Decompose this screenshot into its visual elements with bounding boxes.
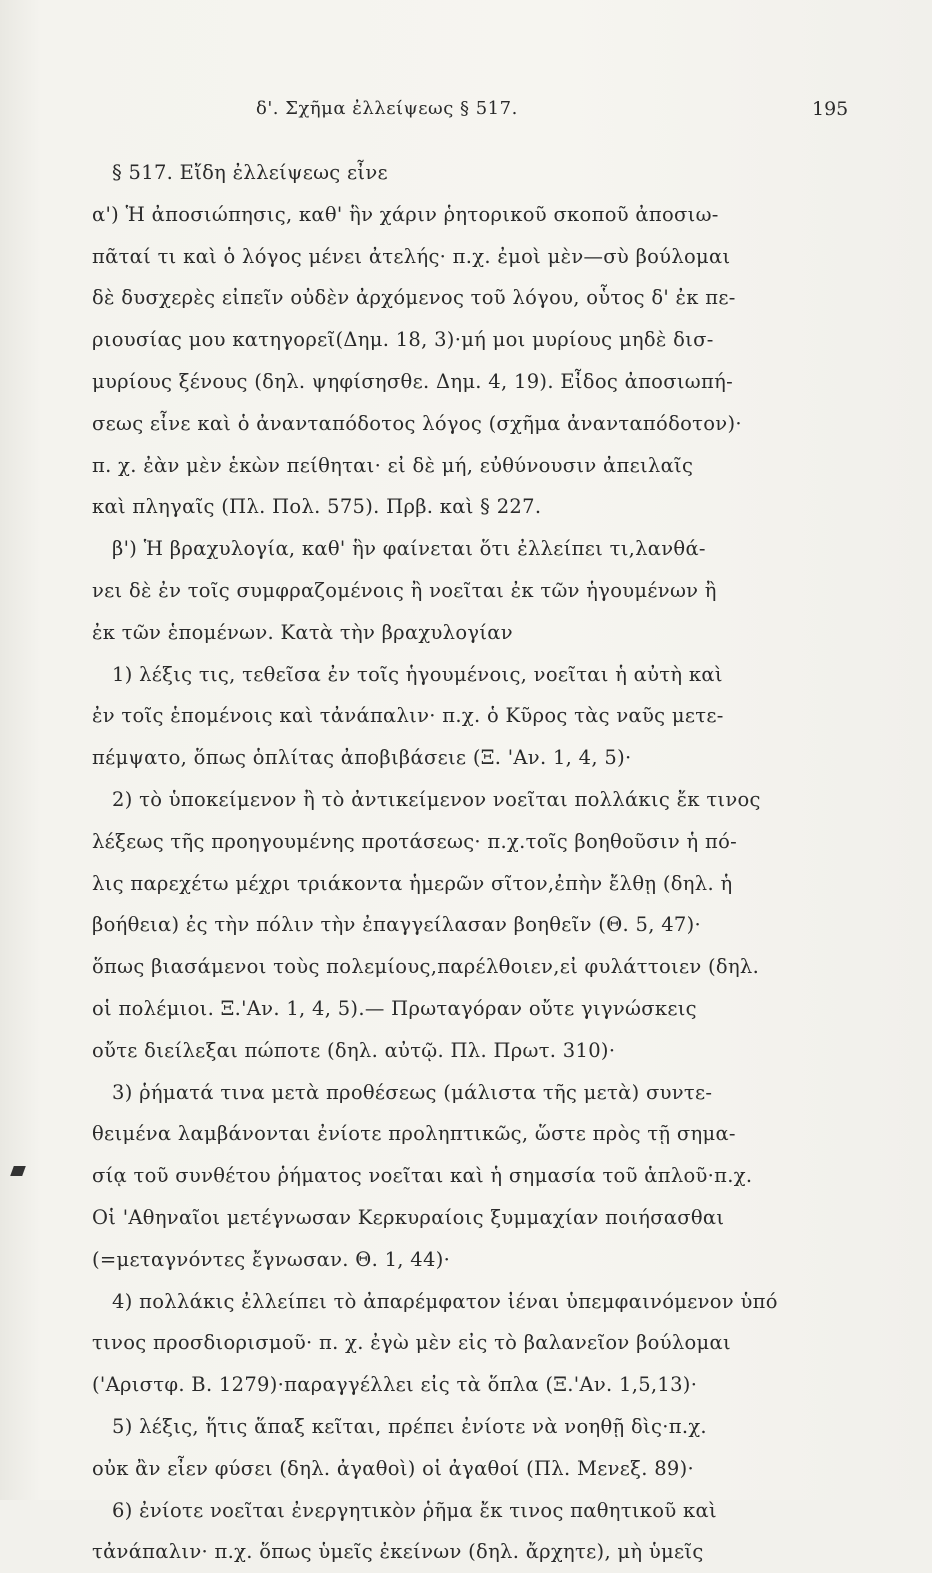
text-line: ἐκ τῶν ἑπομένων. Κατὰ τὴν βραχυλογίαν xyxy=(92,620,513,644)
text-line: λέξεως τῆς προηγουμένης προτάσεως· π.χ.τοῖς βοηθοῦσιν ἡ πό- xyxy=(92,829,737,853)
text-line: 6) ἐνίοτε νοεῖται ἐνεργητικὸν ῥῆμα ἔκ τινος παθητικοῦ καὶ xyxy=(112,1498,717,1522)
text-line: οἱ πολέμιοι. Ξ.'Αν. 1, 4, 5).— Πρωταγόραν οὔτε γιγνώσκεις xyxy=(92,996,697,1020)
body-text xyxy=(92,152,792,1573)
text-line: τἀνάπαλιν· π.χ. ὅπως ὑμεῖς ἐκείνων (δηλ. ἄρχητε), μὴ ὑμεῖς xyxy=(92,1540,704,1564)
text-line: πέμψατο, ὅπως ὁπλίτας ἀποβιβάσειε (Ξ. 'Αν. 1, 4, 5)· xyxy=(92,746,632,770)
text-line: ὅπως βιασάμενοι τοὺς πολεμίους,παρέλθοιεν,εἰ φυλάττοιεν (δηλ. xyxy=(92,955,760,979)
text-line: βοήθεια) ἐς τὴν πόλιν τὴν ἐπαγγείλασαν βοηθεῖν (Θ. 5, 47)· xyxy=(92,913,702,937)
text-line: ἐν τοῖς ἑπομένοις καὶ τἀνάπαλιν· π.χ. ὁ Κῦρος τὰς ναῦς μετε- xyxy=(92,704,724,728)
text-line: λις παρεχέτω μέχρι τριάκοντα ἡμερῶν σῖτον,ἐπὴν ἔλθῃ (δηλ. ἡ xyxy=(92,871,733,895)
text-line: Οἱ 'Αθηναῖοι μετέγνωσαν Κερκυραίοις ξυμμαχίαν ποιήσασθαι xyxy=(92,1205,725,1229)
text-line: οὐκ ἂν εἶεν φύσει (δηλ. ἀγαθοὶ) οἱ ἀγαθοί (Πλ. Μενεξ. 89)· xyxy=(92,1456,695,1480)
text-line: 4) πολλάκις ἐλλείπει τὸ ἀπαρέμφατον ἰέναι ὑπεμφαινόμενον ὑπό xyxy=(112,1289,778,1313)
text-line: ριουσίας μου κατηγορεῖ(Δημ. 18, 3)·μή μοι μυρίους μηδὲ δισ- xyxy=(92,328,714,352)
text-line: 3) ῥήματά τινα μετὰ προθέσεως (μάλιστα τῆς μετὰ) συντε- xyxy=(112,1080,713,1104)
text-line: 1) λέξις τις, τεθεῖσα ἐν τοῖς ἡγουμένοις, νοεῖται ἡ αὐτὴ καὶ xyxy=(112,662,723,686)
page-header xyxy=(0,98,932,132)
text-line: α') Ἡ ἀποσιώπησις, καθ' ἣν χάριν ῥητορικοῦ σκοποῦ ἀποσιω- xyxy=(92,202,719,226)
text-line: μυρίους ξένους (δηλ. ψηφίσησθε. Δημ. 4, 19). Εἶδος ἀποσιωπή- xyxy=(92,369,733,393)
page-number: 195 xyxy=(812,98,849,120)
text-line: πᾶταί τι καὶ ὁ λόγος μένει ἀτελής· π.χ. ἐμοὶ μὲν—σὺ βούλομαι xyxy=(92,244,731,268)
text-line: οὔτε διείλεξαι πώποτε (δηλ. αὐτῷ. Πλ. Πρωτ. 310)· xyxy=(92,1038,616,1062)
text-line: (=μεταγνόντες ἔγνωσαν. Θ. 1, 44)· xyxy=(92,1247,451,1271)
text-line: π. χ. ἐὰν μὲν ἑκὼν πείθηται· εἰ δὲ μή, εὐθύνουσιν ἀπειλαῖς xyxy=(92,453,694,477)
text-line: 2) τὸ ὑποκείμενον ἢ τὸ ἀντικείμενον νοεῖται πολλάκις ἔκ τινος xyxy=(112,787,761,811)
text-line: 5) λέξις, ἥτις ἅπαξ κεῖται, πρέπει ἐνίοτε νὰ νοηθῇ δὶς·π.χ. xyxy=(112,1414,707,1438)
running-head: δ'. Σχῆμα ἐλλείψεως § 517. xyxy=(256,98,518,119)
text-line: νει δὲ ἐν τοῖς συμφραζομένοις ἢ νοεῖται ἐκ τῶν ἡγουμένων ἢ xyxy=(92,578,717,602)
text-line: θειμένα λαμβάνονται ἐνίοτε προληπτικῶς, ὥστε πρὸς τῇ σημα- xyxy=(92,1122,736,1146)
text-line: ('Αριστφ. Β. 1279)·παραγγέλλει εἰς τὰ ὅπλα (Ξ.'Αν. 1,5,13)· xyxy=(92,1373,698,1397)
text-line: σεως εἶνε καὶ ὁ ἀνανταπόδοτος λόγος (σχῆμα ἀνανταπόδοτον)· xyxy=(92,411,742,435)
text-line: τινος προσδιορισμοῦ· π. χ. ἐγὼ μὲν εἰς τὸ βαλανεῖον βούλομαι xyxy=(92,1331,731,1355)
text-line: δὲ δυσχερὲς εἰπεῖν οὐδὲν ἀρχόμενος τοῦ λόγου, οὗτος δ' ἐκ πε- xyxy=(92,286,736,310)
text-line: καὶ πληγαῖς (Πλ. Πολ. 575). Πρβ. καὶ § 227. xyxy=(92,495,542,519)
text-line: σίᾳ τοῦ συνθέτου ῥήματος νοεῖται καὶ ἡ σημασία τοῦ ἁπλοῦ·π.χ. xyxy=(92,1164,753,1188)
margin-ink-mark xyxy=(10,1166,26,1176)
text-line: β') Ἡ βραχυλογία, καθ' ἣν φαίνεται ὅτι ἐλλείπει τι,λανθά- xyxy=(112,537,706,561)
text-line: § 517. Εἴδη ἐλλείψεως εἶνε xyxy=(112,161,388,184)
